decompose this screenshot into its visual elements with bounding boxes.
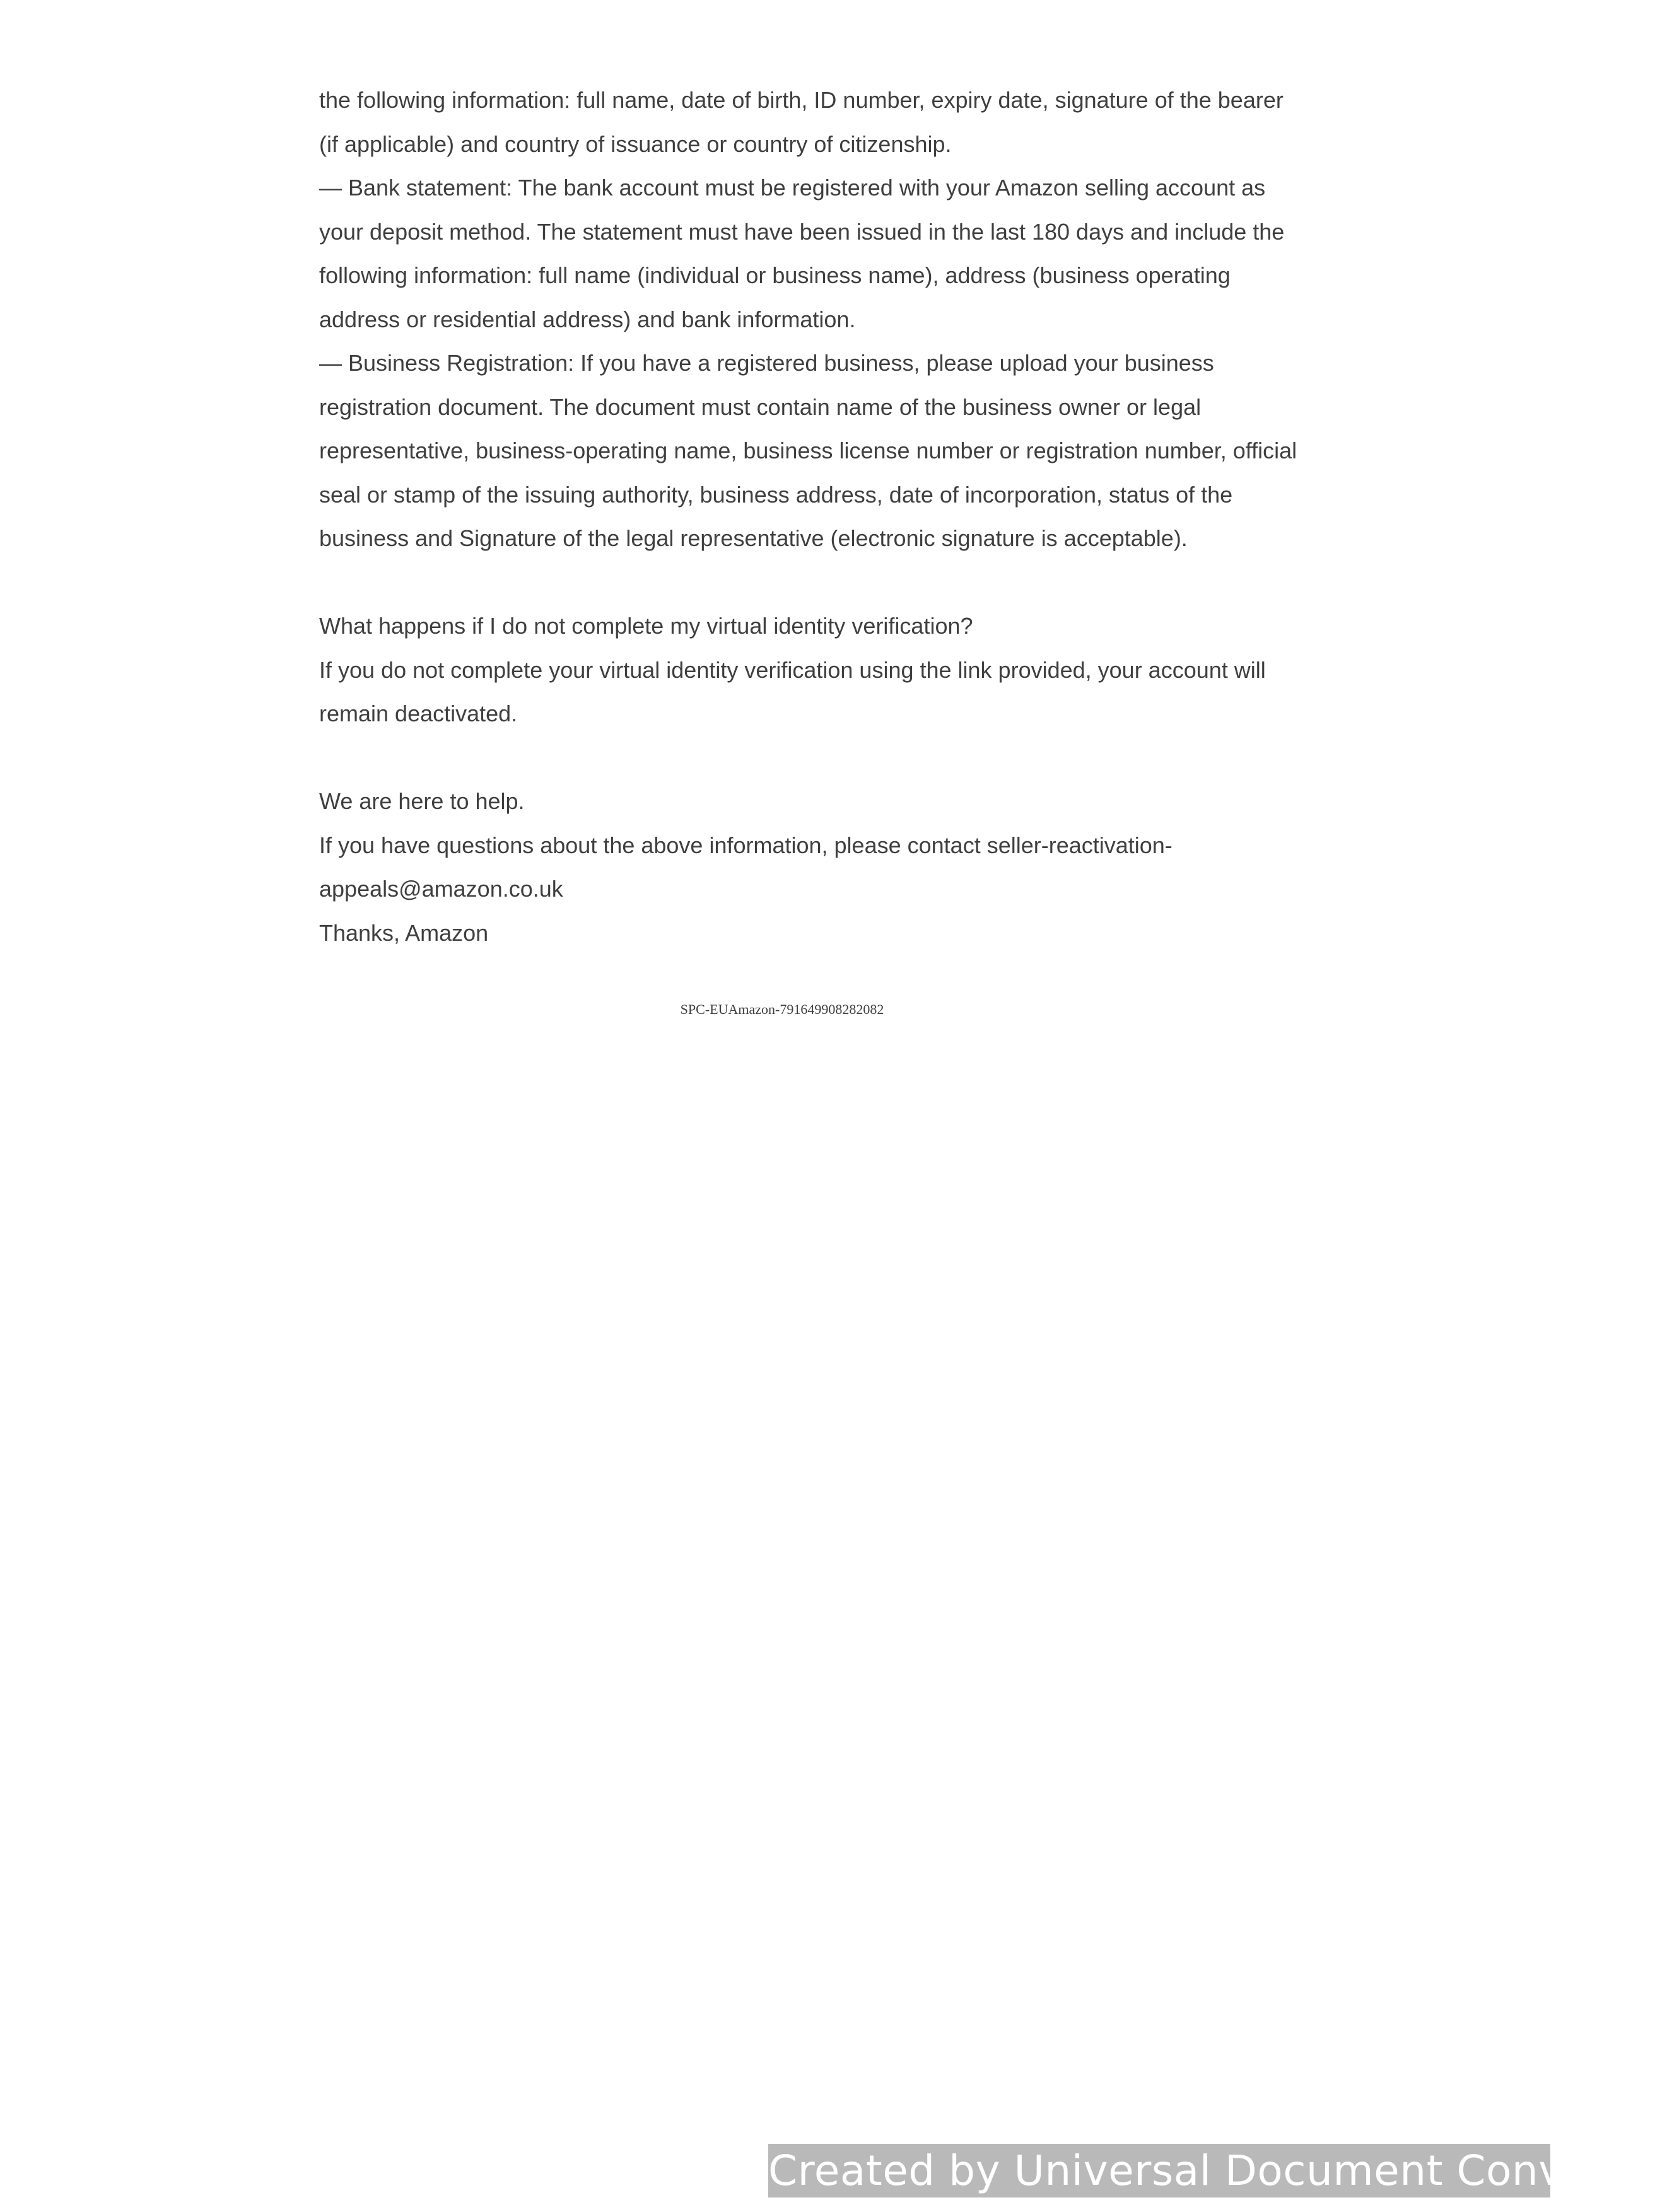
faq-answer-line: If you do not complete your virtual identity verification using the link provided, your account will	[319, 656, 1266, 683]
body-line: registration document. The document must contain name of the business owner or legal	[319, 393, 1202, 420]
converter-watermark: Created by Universal Document Converter	[768, 2144, 1550, 2197]
contact-line: If you have questions about the above information, please contact seller-reactivation-	[319, 832, 1173, 858]
body-line: address or residential address) and bank information.	[319, 306, 856, 332]
sign-off: Thanks, Amazon	[319, 919, 489, 946]
document-body	[319, 78, 1366, 955]
body-line: business and Signature of the legal representative (electronic signature is acceptable).	[319, 525, 1188, 551]
paragraph-gap	[319, 736, 1366, 780]
paragraph-gap	[319, 561, 1366, 605]
body-line: representative, business-operating name, business license number or registration number, official	[319, 438, 1297, 463]
bank-statement-line: — Bank statement: The bank account must be registered with your Amazon selling account as	[319, 175, 1266, 201]
body-line: your deposit method. The statement must have been issued in the last 180 days and include the	[319, 218, 1285, 245]
faq-answer-line: remain deactivated.	[319, 701, 518, 726]
business-registration-line: — Business Registration: If you have a registered business, please upload your business	[319, 350, 1214, 376]
contact-email: appeals@amazon.co.uk	[319, 876, 563, 902]
reference-id: SPC-EUAmazon-791649908282082	[680, 1001, 884, 1017]
help-heading: We are here to help.	[319, 788, 525, 814]
faq-question: What happens if I do not complete my virtual identity verification?	[319, 613, 973, 639]
body-line: (if applicable) and country of issuance or country of citizenship.	[319, 131, 952, 157]
body-line: the following information: full name, date of birth, ID number, expiry date, signature of the bearer	[319, 87, 1284, 113]
body-line: seal or stamp of the issuing authority, business address, date of incorporation, status of the	[319, 481, 1233, 508]
body-line: following information: full name (individual or business name), address (business operating	[319, 262, 1231, 288]
